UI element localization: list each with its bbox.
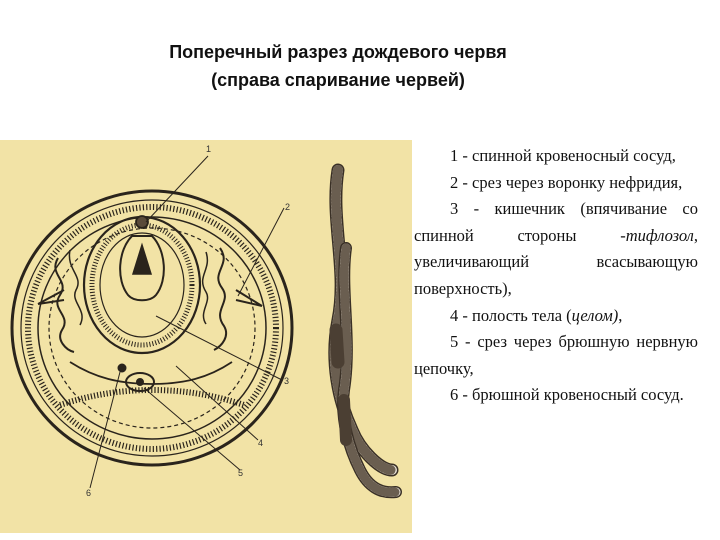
legend-item-3-term: тифлозол (625, 225, 694, 245)
legend-item-3-text-end: , увеличивающий всасывающую поверхность), (414, 225, 698, 298)
legend-item-5 (414, 329, 698, 382)
legend-item-1-text: 1 - спинной кровеносный сосуд, (450, 146, 676, 165)
title-line-2: (справа спаривание червей) (211, 70, 465, 90)
mating-worms-illustration (300, 140, 412, 533)
callout-1: 1 (206, 144, 212, 154)
callout-2: 2 (285, 202, 291, 212)
callout-6: 6 (86, 488, 92, 498)
legend-item-4-text-end: , (618, 305, 623, 325)
legend-item-3-text: 3 - кишечник (впячивание со спинной стороны - (414, 199, 698, 245)
ventral-nerve-core (137, 379, 144, 386)
legend-list (414, 143, 698, 409)
legend-item-2-text: 2 - срез через воронку нефридия, (450, 172, 683, 192)
clitellum-1 (336, 330, 338, 362)
legend-item-3 (414, 196, 698, 302)
legend-item-1 (414, 143, 698, 170)
legend-item-4-text: 4 - полость тела ( (450, 305, 572, 325)
callout-4: 4 (258, 438, 264, 448)
title-line-1: Поперечный разрез дождевого червя (169, 42, 507, 62)
legend-item-6 (414, 382, 698, 409)
callout-3: 3 (284, 376, 290, 386)
legend-item-5-text: 5 - срез через брюшную нервную цепочку, (414, 332, 698, 378)
legend-item-4 (414, 303, 698, 330)
slide-title (0, 38, 676, 94)
legend-item-6-text: 6 - брюшной кровеносный сосуд. (450, 385, 684, 405)
ventral-blood-vessel (118, 364, 126, 372)
callout-5: 5 (238, 468, 244, 478)
legend-item-2 (414, 170, 698, 197)
legend-item-4-term: целом) (571, 305, 619, 325)
clitellum-2 (344, 400, 346, 440)
